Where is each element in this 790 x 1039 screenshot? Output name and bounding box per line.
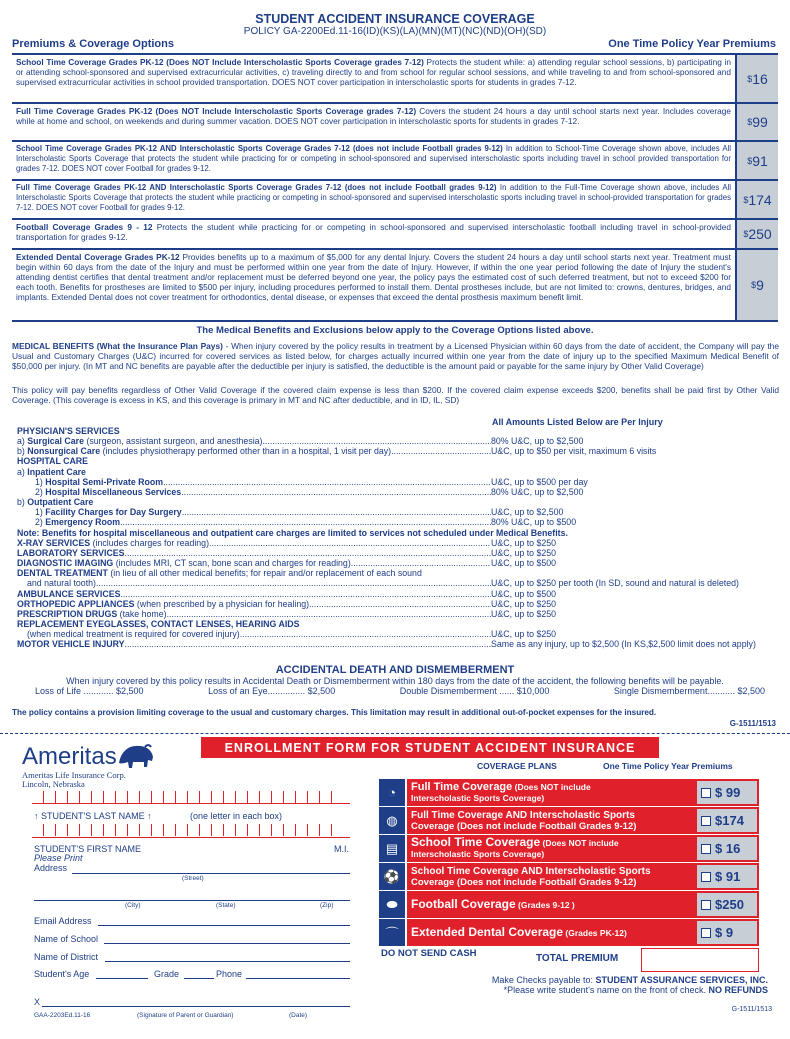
add-item: Loss of an Eye............... $2,500 bbox=[208, 686, 336, 696]
zip-label: (Zip) bbox=[320, 902, 334, 909]
premiums-heading: Premiums & Coverage Options bbox=[12, 38, 174, 50]
plan-price-checkbox[interactable]: $ 99 bbox=[697, 779, 759, 806]
benefit-label: DENTAL TREATMENT (in lieu of all other medical benefits; for repair and/or replacement of each sound bbox=[17, 568, 422, 579]
benefit-value: 80% U&C, up to $2,500 bbox=[491, 486, 584, 497]
plan-text: Covers the student 24 hours a day until school starts next year. Includes coverage while at home and school, on weekends and during summer vacation. DOES NOT cover participation in interscholastic sports for students in grades 7-12. bbox=[16, 106, 731, 126]
logo-location: Lincoln, Nebraska bbox=[22, 779, 85, 789]
leader-dots bbox=[263, 436, 492, 446]
document-title: STUDENT ACCIDENT INSURANCE COVERAGE bbox=[255, 12, 535, 26]
plan-text: Protects the student while practicing for or competing in school-sponsored and supervised interscholastic football including travel in school-provided transportation for grades 9-12. bbox=[16, 222, 731, 242]
plan-option[interactable] bbox=[379, 863, 759, 890]
plan-option-name: Extended Dental Coverage (Grades PK-12) bbox=[411, 924, 627, 939]
plan-option-sub: Interscholastic Sports Coverage) bbox=[411, 792, 545, 803]
plan-price: $ 174 bbox=[735, 181, 778, 218]
benefit-line bbox=[17, 578, 777, 588]
plan-option-name: Full Time Coverage (Does NOT include bbox=[411, 780, 591, 793]
plan-option-name: Full Time Coverage AND Interscholastic Sports bbox=[411, 809, 635, 821]
checkbox[interactable] bbox=[701, 900, 711, 910]
benefit-line bbox=[17, 426, 777, 436]
leader-dots bbox=[181, 487, 491, 497]
provision-note: The policy contains a provision limiting coverage to the usual and customary charges. This limitation may result in additional out-of-pocket expenses for the insured. bbox=[12, 708, 657, 717]
add-benefits bbox=[35, 686, 765, 696]
premiums-right-heading: One Time Policy Year Premiums bbox=[608, 38, 776, 50]
age-field[interactable] bbox=[96, 978, 148, 979]
benefit-line bbox=[17, 456, 777, 466]
plan-text: In addition to School-Time Coverage shown above, includes All Interscholastic Sports Coverage that protects the student while practicing for or competing in school-sponsored and supervised interscholastic sports including travel in school provided transportation for grades 7-12. DOES NOT cover Football for grades 9-12. bbox=[16, 144, 731, 173]
bison-icon bbox=[117, 741, 155, 771]
benefit-label: (when medical treatment is required for covered injury) bbox=[27, 629, 240, 640]
benefit-line bbox=[17, 446, 777, 456]
plan-price: $ 91 bbox=[735, 142, 778, 179]
plan-row bbox=[12, 220, 778, 250]
leader-dots bbox=[163, 477, 491, 487]
benefit-value: U&C, up to $500 per day bbox=[491, 476, 588, 487]
form-code-top: G-1511/1513 bbox=[729, 719, 776, 728]
check-note: *Please write student's name on the front of check. NO REFUNDS bbox=[503, 985, 768, 995]
add-heading: ACCIDENTAL DEATH AND DISMEMBERMENT bbox=[275, 664, 515, 676]
grade-label: Grade bbox=[154, 969, 180, 979]
plan-option-sub: Coverage (Does not include Football Grades 9-12) bbox=[411, 876, 637, 888]
signature-field[interactable] bbox=[42, 1006, 350, 1007]
mi-label: M.I. bbox=[334, 844, 349, 854]
benefit-value: U&C, up to $250 bbox=[491, 629, 557, 640]
benefit-label: a) Inpatient Care bbox=[17, 466, 86, 477]
plan-text: In addition to the Full-Time Coverage shown above, includes All Interscholastic Sports Coverage that protects the student while practicing or competing in school-sponsored and supervised interscholastic sports including travel in school-provided transportation for grades 7-12. DOES NOT cover Football for grades 9-12. bbox=[16, 183, 731, 212]
school-field[interactable] bbox=[104, 943, 350, 944]
first-name-label: STUDENT'S FIRST NAME bbox=[34, 844, 142, 854]
plan-option-sub: Interscholastic Sports Coverage) bbox=[411, 849, 545, 859]
benefit-label: MOTOR VEHICLE INJURY bbox=[17, 639, 125, 650]
checkbox[interactable] bbox=[701, 816, 711, 826]
plan-row bbox=[12, 181, 778, 220]
benefit-value: U&C, up to $2,500 bbox=[491, 507, 564, 518]
benefit-line bbox=[17, 517, 777, 527]
grade-field[interactable] bbox=[184, 978, 214, 979]
leader-dots bbox=[120, 589, 491, 599]
clock-icon: ◔ bbox=[379, 779, 407, 806]
plan-option-name: Football Coverage (Grades 9-12 ) bbox=[411, 896, 575, 911]
coverage-options-table bbox=[12, 53, 778, 322]
plan-price-checkbox[interactable]: $ 9 bbox=[697, 919, 759, 946]
leader-dots bbox=[167, 609, 491, 619]
benefit-line bbox=[17, 487, 777, 497]
please-print: Please Print bbox=[34, 853, 83, 863]
benefit-line bbox=[17, 558, 777, 568]
plan-price: $ 250 bbox=[735, 220, 778, 248]
checkbox[interactable] bbox=[701, 844, 711, 854]
benefit-line bbox=[17, 507, 777, 517]
benefit-line bbox=[17, 528, 777, 538]
benefit-line bbox=[17, 619, 777, 629]
leader-dots bbox=[351, 558, 491, 568]
soccer-ball-icon: ⚽ bbox=[379, 863, 407, 890]
benefit-label: 1) Hospital Semi-Private Room bbox=[35, 476, 164, 487]
leader-dots bbox=[96, 578, 491, 588]
plan-price-checkbox[interactable]: $174 bbox=[697, 807, 759, 834]
last-name-boxes[interactable] bbox=[32, 790, 350, 804]
benefit-label: HOSPITAL CARE bbox=[17, 456, 89, 467]
district-field[interactable] bbox=[105, 961, 350, 962]
benefit-value: U&C, up to $250 bbox=[491, 598, 557, 609]
benefit-label: DIAGNOSTIC IMAGING (includes MRI, CT scan, bone scan and charges for reading) bbox=[17, 558, 351, 569]
benefit-label: PHYSICIAN'S SERVICES bbox=[17, 426, 120, 436]
benefit-value: 80% U&C, up to $500 bbox=[491, 517, 577, 528]
first-name-boxes[interactable] bbox=[32, 823, 350, 838]
benefit-label: b) Nonsurgical Care (includes physiotherapy performed other than in a hospital, 1 visit per day) bbox=[17, 446, 392, 457]
plan-row bbox=[12, 250, 778, 320]
plan-price: $ 9 bbox=[735, 250, 778, 320]
benefit-line bbox=[17, 548, 777, 558]
city-state-zip-field[interactable] bbox=[34, 900, 350, 901]
leader-dots bbox=[120, 517, 491, 527]
plan-price: $ 99 bbox=[735, 104, 778, 140]
checkbox[interactable] bbox=[701, 872, 711, 882]
benefit-line bbox=[17, 497, 777, 507]
benefit-line bbox=[17, 599, 777, 609]
benefit-label: X-RAY SERVICES (includes charges for reading) bbox=[17, 537, 210, 548]
plan-price: $ 16 bbox=[735, 55, 778, 102]
add-item: Single Dismemberment........... $2,500 bbox=[613, 686, 765, 696]
benefit-line bbox=[17, 568, 777, 578]
plan-option[interactable] bbox=[379, 891, 759, 918]
medical-text: - When injury covered by the policy results in treatment by a Licensed Physician within 60 days from the date of accident, the Company will pay the Usual and Customary Charges (U&C) incurred for covered services as listed below, for charges actually incurred within one year from the date of injury up to the specified Maximum Medical Benefit of $50,000 per injury. (In MT and NC benefits are payable after the deductible per injury is satisfied, the deductible is the amount paid or payable for the same injury by Other Valid Coverage) bbox=[12, 341, 779, 371]
plan-row bbox=[12, 55, 778, 104]
benefit-value: U&C, up to $250 per tooth (In SD, sound and natural is deleted) bbox=[491, 578, 739, 589]
coverage-plans-label: COVERAGE PLANS bbox=[477, 761, 557, 771]
address-label: Address bbox=[34, 863, 68, 873]
leader-dots bbox=[391, 446, 491, 456]
football-icon: ⬬ bbox=[379, 891, 407, 918]
one-letter-note: (one letter in each box) bbox=[190, 811, 283, 821]
total-premium-field[interactable] bbox=[641, 948, 759, 972]
state-label: (State) bbox=[216, 902, 236, 909]
notebook-icon: ▤ bbox=[379, 835, 407, 862]
benefit-line bbox=[17, 639, 777, 649]
benefit-value: U&C, up to $500 bbox=[491, 558, 557, 569]
add-item: Double Dismemberment ...... $10,000 bbox=[399, 686, 550, 696]
district-label: Name of District bbox=[34, 952, 99, 962]
benefit-label: 2) Emergency Room bbox=[35, 517, 121, 528]
benefit-label: PRESCRIPTION DRUGS (take home) bbox=[17, 608, 167, 619]
tooth-icon: ⌒ bbox=[379, 919, 407, 946]
address-field[interactable] bbox=[72, 873, 350, 874]
date-label: (Date) bbox=[289, 1012, 308, 1019]
benefit-label: a) Surgical Care (surgeon, assistant surgeon, and anesthesia) bbox=[17, 436, 263, 447]
ameritas-logo bbox=[22, 741, 155, 789]
benefit-value: Same as any injury, up to $2,500 (In KS,$2,500 limit does not apply) bbox=[491, 639, 756, 650]
form-code-bottom: G-1511/1513 bbox=[731, 1006, 772, 1013]
phone-field[interactable] bbox=[246, 978, 350, 979]
plan-row bbox=[12, 104, 778, 142]
medical-heading: MEDICAL BENEFITS (What the Insurance Plan Pays) bbox=[12, 341, 223, 351]
benefit-value: U&C, up to $250 bbox=[491, 547, 557, 558]
cut-line bbox=[0, 733, 790, 734]
benefit-label: 2) Hospital Miscellaneous Services bbox=[35, 486, 182, 497]
enrollment-banner: ENROLLMENT FORM FOR STUDENT ACCIDENT INSURANCE bbox=[201, 737, 659, 758]
plan-option-name: School Time Coverage (Does NOT include bbox=[411, 835, 619, 849]
plan-option[interactable] bbox=[379, 835, 759, 862]
signature-label: (Signature of Parent or Guardian) bbox=[137, 1012, 234, 1019]
benefit-label: LABORATORY SERVICES bbox=[17, 547, 125, 558]
leader-dots bbox=[125, 639, 491, 649]
plan-selection bbox=[379, 779, 759, 947]
plan-price-checkbox[interactable]: $250 bbox=[697, 891, 759, 918]
logo-name: Ameritas bbox=[22, 743, 117, 770]
volleyball-icon: ◍ bbox=[379, 807, 407, 834]
benefit-label: AMBULANCE SERVICES bbox=[17, 588, 121, 599]
benefit-schedule bbox=[17, 426, 777, 649]
plan-title: School Time Coverage Grades PK-12 AND Interscholastic Sports Coverage Grades 7-12 (does not include Football grades 9-12) bbox=[16, 144, 503, 153]
age-label: Student's Age bbox=[34, 969, 90, 979]
checkbox[interactable] bbox=[701, 928, 711, 938]
medical-benefits-paragraph bbox=[12, 341, 779, 371]
plan-title: Extended Dental Coverage Grades PK-12 bbox=[16, 252, 180, 262]
plan-option[interactable] bbox=[379, 919, 759, 946]
signature-x: X bbox=[34, 997, 41, 1007]
checks-payable: Make Checks payable to: STUDENT ASSURANCE SERVICES, INC. bbox=[491, 975, 768, 985]
benefit-label: b) Outpatient Care bbox=[17, 497, 94, 508]
benefit-label: and natural tooth) bbox=[27, 578, 96, 589]
plan-option-sub: Coverage (Does not include Football Grades 9-12) bbox=[411, 820, 637, 832]
plan-price-checkbox[interactable]: $ 91 bbox=[697, 863, 759, 890]
add-text: When injury covered by this policy results in Accidental Death or Dismemberment within 180 days from the date of the accident, the following benefits will be payable. bbox=[66, 676, 724, 686]
plan-title: Football Coverage Grades 9 - 12 bbox=[16, 222, 153, 232]
add-item: Loss of Life ............ $2,500 bbox=[35, 686, 144, 696]
plan-title: Full Time Coverage Grades PK-12 (Does NOT Include Interscholastic Sports Coverage grades 7-12) bbox=[16, 106, 417, 116]
plan-title: School Time Coverage Grades PK-12 (Does NOT Include Interscholastic Sports Coverage grades 7-12) bbox=[16, 57, 424, 67]
form-code: GAA-2203Ed.11-16 bbox=[34, 1012, 91, 1019]
plan-option[interactable] bbox=[379, 807, 759, 834]
benefit-label: Note: Benefits for hospital miscellaneous and outpatient care charges are limited to services not scheduled under Medical Benefits. bbox=[17, 527, 568, 538]
benefit-label: 1) Facility Charges for Day Surgery bbox=[35, 507, 182, 518]
benefit-value: U&C, up to $250 bbox=[491, 608, 557, 619]
benefit-value: U&C, up to $250 bbox=[491, 537, 557, 548]
email-field[interactable] bbox=[98, 925, 350, 926]
benefit-line bbox=[17, 477, 777, 487]
benefit-label: REPLACEMENT EYEGLASSES, CONTACT LENSES, HEARING AIDS bbox=[17, 618, 300, 629]
no-cash-note: DO NOT SEND CASH bbox=[381, 948, 477, 959]
plan-text: Provides benefits up to a maximum of $5,000 for any dental Injury. Covers the student 24 hours a day until school starts next year. Treatment must begin within 60 days from the date of the Injury and must be performed within one year from the date of Injury. However, if within the one year period following the date of Injury the student's attending dentist certifies that dental treatment and/or replacement must be deferred beyond one year, the policy pays the estimated cost of such deferred treatment, but not to exceed $200 for each tooth. Benefits for prostheses are limited to $500 per injury, including procedures performed to install them. Dental prostheses include, but are not limited to: crowns, dentures, bridges, and implants. Extended Dental does not cover treatment for orthodontics, dental disease, or expenses that exceed the dental prosthesis maximum benefit limit. bbox=[16, 252, 731, 302]
plan-option-name: School Time Coverage AND Interscholastic Sports bbox=[411, 865, 651, 877]
benefit-line bbox=[17, 467, 777, 477]
other-coverage-paragraph: This policy will pay benefits regardless of Other Valid Coverage if the covered claim expense is less than $200. If the covered claim expense exceeds $200, benefits shall be paid first by Other Valid Coverage. (This coverage is excess in KS, and this coverage is primary in MT and NC after deductible, and in ID, IL, SD) bbox=[12, 385, 779, 405]
benefit-line bbox=[17, 436, 777, 446]
plan-price-checkbox[interactable]: $ 16 bbox=[697, 835, 759, 862]
benefit-value: 80% U&C, up to $2,500 bbox=[491, 436, 584, 447]
checkbox[interactable] bbox=[701, 788, 711, 798]
street-label: (Street) bbox=[182, 875, 204, 882]
benefit-line bbox=[17, 538, 777, 548]
plan-text: Protects the student while: a) attending regular school sessions, b) participating in or attending school-sponsored and supervised extracurricular activities, c) traveling directly to and from school for regular school sessions, and while traveling to and from school-sponsored and supervised extracurricular activities in school provided transportation. DOES NOT cover participation in interscholastic sports for students in grades 7-12. bbox=[16, 57, 731, 87]
leader-dots bbox=[309, 599, 491, 609]
benefit-value: U&C, up to $50 per visit, maximum 6 visits bbox=[491, 446, 657, 457]
leader-dots bbox=[240, 629, 491, 639]
benefits-note: The Medical Benefits and Exclusions below apply to the Coverage Options listed above. bbox=[196, 325, 594, 336]
amounts-heading: All Amounts Listed Below are Per Injury bbox=[492, 417, 663, 427]
benefit-label: ORTHOPEDIC APPLIANCES (when prescribed by a physician for healing) bbox=[17, 598, 310, 609]
last-name-label: ↑ STUDENT'S LAST NAME ↑ bbox=[34, 811, 152, 821]
plan-option[interactable] bbox=[379, 779, 759, 806]
benefit-value: U&C, up to $500 bbox=[491, 588, 557, 599]
city-label: (City) bbox=[125, 902, 141, 909]
plan-title: Full Time Coverage Grades PK-12 AND Interscholastic Sports Coverage Grades 7-12 (does not include Football grades 9-12) bbox=[16, 183, 497, 192]
leader-dots bbox=[182, 507, 491, 517]
benefit-line bbox=[17, 609, 777, 619]
plan-row bbox=[12, 142, 778, 181]
total-premium-label: TOTAL PREMIUM bbox=[536, 953, 619, 964]
benefit-line bbox=[17, 629, 777, 639]
leader-dots bbox=[209, 538, 491, 548]
policy-number: POLICY GA-2200Ed.11-16(ID)(KS)(LA)(MN)(MT)(NC)(ND)(OH)(SD) bbox=[243, 26, 547, 37]
logo-company: Ameritas Life Insurance Corp. bbox=[22, 770, 126, 780]
premiums-label: One Time Policy Year Premiums bbox=[603, 761, 733, 771]
school-label: Name of School bbox=[34, 934, 99, 944]
phone-label: Phone bbox=[216, 969, 243, 979]
email-label: Email Address bbox=[34, 916, 92, 926]
benefit-line bbox=[17, 589, 777, 599]
leader-dots bbox=[125, 548, 491, 558]
